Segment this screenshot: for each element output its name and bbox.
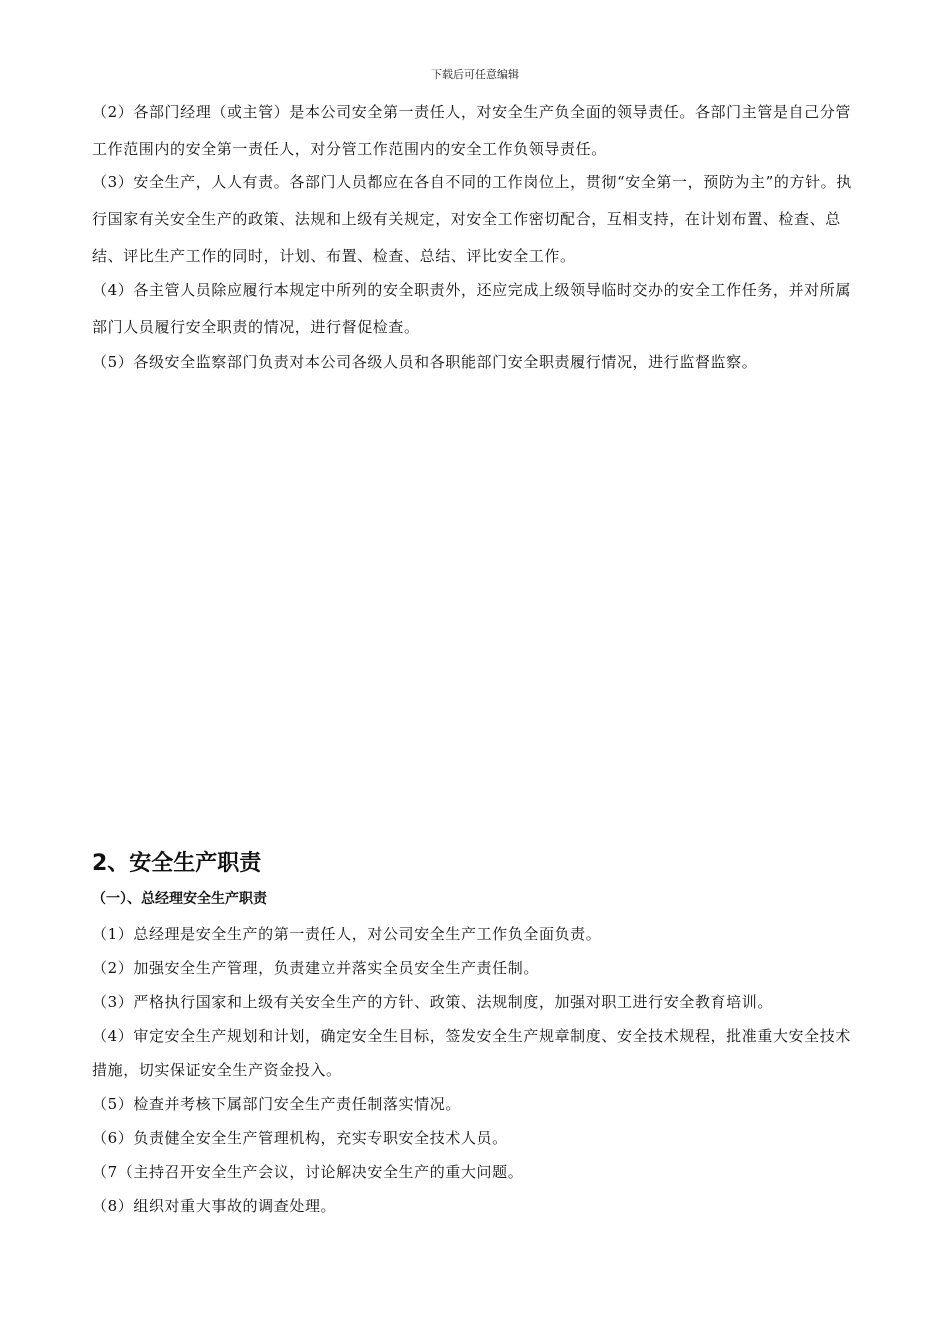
paragraph-5: （5）各级安全监察部门负责对本公司各级人员和各职能部门安全职责履行情况，进行监督监察。 bbox=[92, 353, 758, 371]
subsection-title: （一）、总经理安全生产职责 bbox=[92, 891, 267, 907]
list-item-8: （8）组织对重大事故的调查处理。 bbox=[92, 1197, 337, 1215]
paragraph-3: （3）安全生产，人人有责。各部门人员都应在各自不同的工作岗位上，贯彻“安全第一，预防为主”的方针。执行国家有关安全生产的政策、法规和上级有关规定，对安全工作密切配合，互相支持，在计划布置、检查、总结、评比生产工作的同时，计划、布置、检查、总结、评比安全工作。 bbox=[92, 173, 852, 265]
list-item-1: （1）总经理是安全生产的第一责任人，对公司安全生产工作负全面负责。 bbox=[92, 925, 602, 943]
list-item-4: （4）审定安全生产规划和计划，确定安全生目标，签发安全生产规章制度、安全技术规程，批准重大安全技术措施，切实保证安全生产资金投入。 bbox=[92, 1027, 851, 1079]
list-item-7: （7（主持召开安全生产会议，讨论解决安全生产的重大问题。 bbox=[92, 1163, 524, 1181]
list-item-2: （2）加强安全生产管理，负责建立并落实全员安全生产责任制。 bbox=[92, 959, 539, 977]
list-item-5: （5）检查并考核下属部门安全生产责任制落实情况。 bbox=[92, 1095, 461, 1113]
header-note: 下载后可任意编辑 bbox=[431, 68, 519, 81]
section-title: 2、安全生产职责 bbox=[92, 851, 262, 876]
paragraph-2: （2）各部门经理（或主管）是本公司安全第一责任人，对安全生产负全面的领导责任。各部门主管是自己分管工作范围内的安全第一责任人，对分管工作范围内的安全工作负领导责任。 bbox=[92, 103, 851, 158]
paragraph-4: （4）各主管人员除应履行本规定中所列的安全职责外，还应完成上级领导临时交办的安全工作任务，并对所属部门人员履行安全职责的情况，进行督促检查。 bbox=[92, 281, 851, 336]
list-item-6: （6）负责健全安全生产管理机构，充实专职安全技术人员。 bbox=[92, 1129, 508, 1147]
list-item-3: （3）严格执行国家和上级有关安全生产的方针、政策、法规制度，加强对职工进行安全教育培训。 bbox=[92, 993, 773, 1011]
